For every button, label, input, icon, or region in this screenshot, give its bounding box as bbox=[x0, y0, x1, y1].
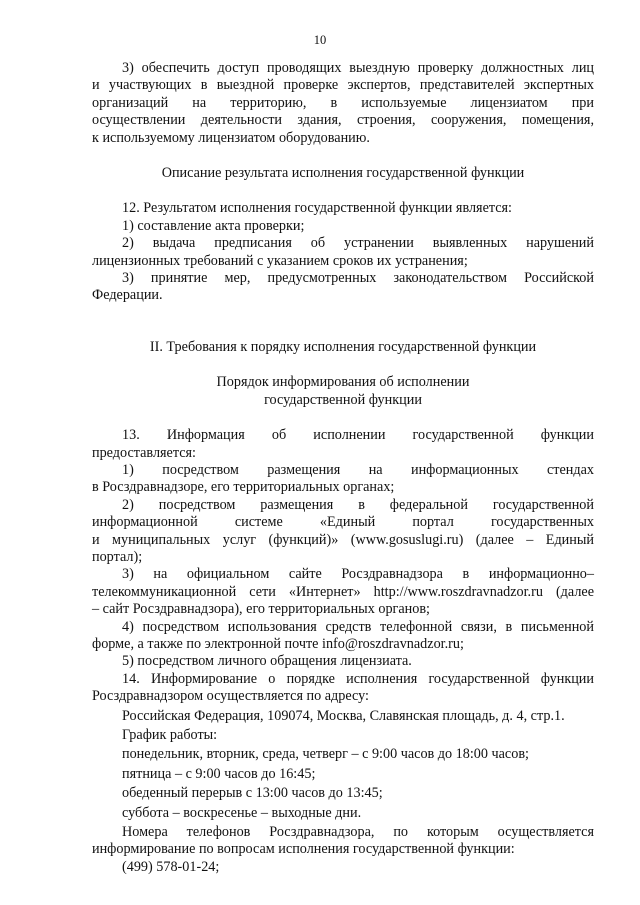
paragraph-13-item-3-line-1: 3) на официальном сайте Росздравнадзора в информационно– bbox=[122, 566, 594, 583]
paragraph-13-item-2-line-3: и муниципальных услуг (функций)» (www.gosuslugi.ru) (далее – Единый bbox=[92, 531, 594, 548]
phones-line-1: Номера телефонов Росздравнадзора, по которым осуществляется bbox=[122, 824, 594, 841]
paragraph-12-item-2-line-1: 2) выдача предписания об устранении выявленных нарушений bbox=[122, 235, 594, 252]
schedule-weekend: суббота – воскресенье – выходные дни. bbox=[122, 804, 362, 821]
schedule-lunch: обеденный перерыв с 13:00 часов до 13:45; bbox=[122, 785, 383, 802]
schedule-title: График работы: bbox=[122, 727, 218, 743]
address-line: Российская Федерация, 109074, Москва, Славянская площадь, д. 4, стр.1. bbox=[122, 707, 565, 724]
phones-line-2: информирование по вопросам исполнения государственной функции: bbox=[92, 841, 515, 858]
item-3-line-2: и участвующих в выездной проверке экспертов, представителей экспертных bbox=[92, 77, 594, 94]
paragraph-12-item-1: 1) составление акта проверки; bbox=[122, 217, 305, 234]
schedule-friday: пятница – с 9:00 часов до 16:45; bbox=[122, 765, 316, 782]
paragraph-14-line-1: 14. Информирование о порядке исполнения государственной функции bbox=[122, 670, 594, 687]
paragraph-13-item-3-line-3: – сайт Росздравнадзора), его территориальных органов; bbox=[92, 601, 430, 618]
paragraph-13-item-2-line-2: информационной системе «Единый портал государственных bbox=[92, 514, 594, 531]
paragraph-13-item-2-line-1: 2) посредством размещения в федеральной государственной bbox=[122, 496, 594, 513]
heading-result: Описание результата исполнения государственной функции bbox=[161, 165, 525, 182]
item-3-line-5: к используемому лицензиатом оборудованию. bbox=[92, 129, 370, 146]
paragraph-13-item-1-line-2: в Росздравнадзоре, его территориальных органах; bbox=[92, 479, 395, 496]
paragraph-13-item-5: 5) посредством личного обращения лицензиата. bbox=[122, 653, 412, 670]
item-3-line-3: организаций на территорию, в используемые лицензиатом при bbox=[92, 94, 594, 111]
paragraph-13-item-1-line-1: 1) посредством размещения на информационных стендах bbox=[122, 461, 594, 478]
paragraph-13-item-2-line-4: портал); bbox=[92, 548, 143, 565]
item-3-line-4: осуществлении деятельности здания, строения, сооружения, помещения, bbox=[92, 112, 594, 129]
subheading-line-2: государственной функции bbox=[264, 391, 422, 408]
phone-number-1: (499) 578-01-24; bbox=[122, 858, 220, 875]
subheading-line-1: Порядок информирования об исполнении bbox=[216, 374, 470, 391]
paragraph-13-line-1: 13. Информация об исполнении государственной функции bbox=[122, 427, 594, 444]
schedule-weekdays: понедельник, вторник, среда, четверг – с 9:00 часов до 18:00 часов; bbox=[122, 746, 529, 763]
page-number: 10 bbox=[313, 33, 327, 47]
document-body bbox=[92, 60, 594, 876]
paragraph-12: 12. Результатом исполнения государственной функции является: bbox=[122, 200, 513, 217]
paragraph-13-line-2: предоставляется: bbox=[92, 444, 196, 461]
paragraph-13-item-3-line-2: телекоммуникационной сети «Интернет» http://www.roszdravnadzor.ru (далее bbox=[92, 583, 594, 600]
item-3-line-1: 3) обеспечить доступ проводящих выездную проверку должностных лиц bbox=[122, 60, 594, 76]
paragraph-14-line-2: Росздравнадзором осуществляется по адресу: bbox=[92, 688, 369, 705]
paragraph-13-item-4-line-2: форме, а также по электронной почте info@roszdravnadzor.ru; bbox=[92, 635, 464, 652]
paragraph-12-item-3-line-2: Федерации. bbox=[92, 287, 163, 304]
section-heading: II. Требования к порядку исполнения государственной функции bbox=[149, 338, 537, 355]
paragraph-12-item-2-line-2: лицензионных требований с указанием сроков их устранения; bbox=[92, 252, 468, 269]
paragraph-13-item-4-line-1: 4) посредством использования средств телефонной связи, в письменной bbox=[122, 618, 594, 635]
paragraph-12-item-3-line-1: 3) принятие мер, предусмотренных законодательством Российской bbox=[122, 270, 594, 287]
